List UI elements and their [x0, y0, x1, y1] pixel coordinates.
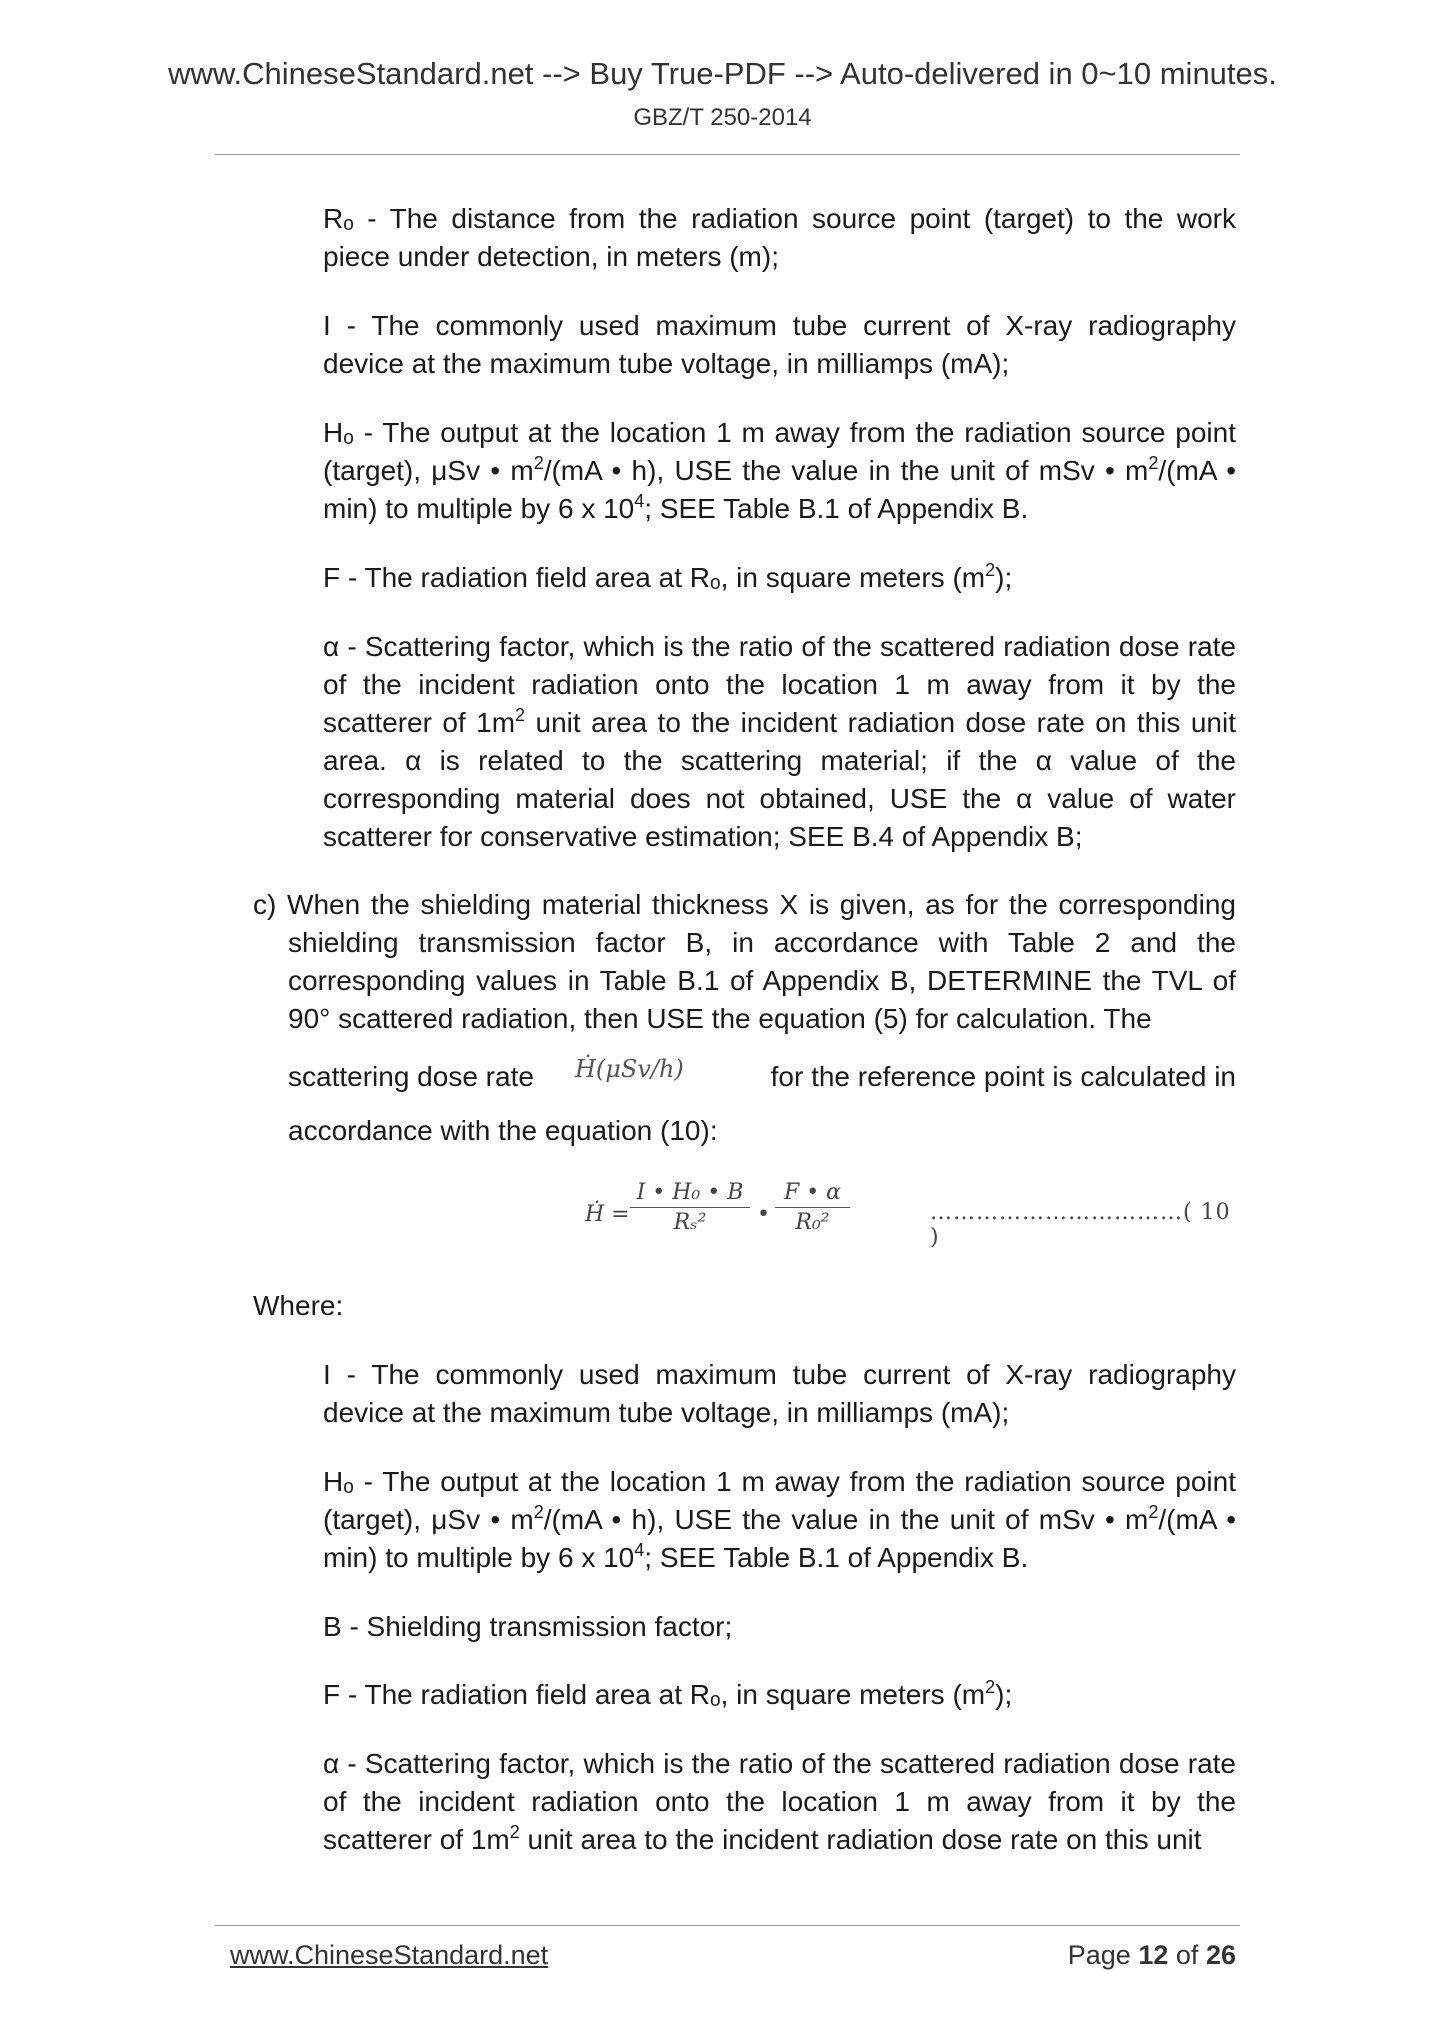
- fraction-2-denominator: R₀²: [795, 1210, 830, 1235]
- equation-10: [585, 1180, 1235, 1248]
- reference-point-text: for the reference point is calculated in: [770, 1061, 1236, 1092]
- fraction-1-denominator: Rₛ²: [673, 1210, 707, 1235]
- equation-lhs: Ḣ =: [585, 1202, 630, 1227]
- header-site-line: www.ChineseStandard.net --> Buy True-PDF --> Auto-delivered in 0~10 minutes.: [168, 56, 1277, 91]
- fraction-1-numerator: I • H₀ • B: [630, 1180, 750, 1208]
- h0-definition-2: Hₒ - The output at the location 1 m away from the radiation source point (target), μSv • $m^2/(mA$ • h), USE the value in the unit of mSv • $m^2/(mA$ • min) to multiple by 6 x $10^4$; SEE Table B.1 of Appendix B.: [323, 1466, 1236, 1573]
- scattering-dose-rate-label: scattering dose rate: [288, 1061, 534, 1092]
- footer-divider: [215, 1925, 1240, 1926]
- item-c: c) When the shielding material thickness X is given, as for the corresponding shielding transmission factor B, in accordance with Table 2 and the corresponding values in Table B.1 of Appendix B, DETERMINE the TVL of 90° scattered radiation, then USE the equation (5) for calculation. The: [253, 889, 1236, 1034]
- where-label: Where:: [253, 1290, 344, 1321]
- h0-definition: Hₒ - The output at the location 1 m away from the radiation source point (target), μSv • $m^2/(mA$ • h), USE the value in the unit of mSv • $m^2/(mA$ • min) to multiple by 6 x $10^4$; SEE Table B.1 of Appendix B.: [323, 417, 1236, 524]
- alpha-definition: α - Scattering factor, which is the ratio of the scattered radiation dose rate of the incident radiation onto the location 1 m away from it by the scatterer of $1m^2$ unit area to the incident radiation dose rate on this unit area. α is related to the scattering material; if the α value of the corresponding material does not obtained, USE the α value of water scatterer for conservative estimation; SEE B.4 of Appendix B;: [323, 631, 1237, 852]
- dose-rate-symbol: Ḣ(μSv/h): [575, 1055, 684, 1083]
- header-divider: [215, 154, 1240, 155]
- current-page: 12: [1138, 1940, 1169, 1970]
- i-definition-2: I - The commonly used maximum tube current of X-ray radiography device at the maximum tube voltage, in milliamps (mA);: [323, 1359, 1236, 1428]
- total-pages: 26: [1205, 1940, 1236, 1970]
- f-definition: F - The radiation field area at Rₒ, in square meters $(m^2)$;: [323, 560, 1013, 593]
- equation-fraction-1: [630, 1180, 750, 1235]
- footer-site-link[interactable]: www.ChineseStandard.net: [230, 1940, 549, 1970]
- equation-fraction-2: [775, 1180, 850, 1235]
- f-definition-2: F - The radiation field area at Rₒ, in square meters $(m^2)$;: [323, 1677, 1013, 1710]
- b-definition: B - Shielding transmission factor;: [323, 1611, 733, 1642]
- equation-multiply-dot: •: [757, 1202, 770, 1227]
- r0-definition: Rₒ - The distance from the radiation source point (target) to the work piece under detection, in meters (m);: [323, 203, 1236, 272]
- equation-reference-text: accordance with the equation (10):: [288, 1115, 718, 1146]
- i-definition: I - The commonly used maximum tube current of X-ray radiography device at the maximum tube voltage, in milliamps (mA);: [323, 310, 1236, 379]
- page-indicator: Page 12 of 26: [1067, 1940, 1236, 1970]
- fraction-2-numerator: F • α: [775, 1180, 850, 1208]
- alpha-definition-2: α - Scattering factor, which is the ratio of the scattered radiation dose rate of the incident radiation onto the location 1 m away from it by the scatterer of $1m^2$ unit area to the incident radiation dose rate on this unit: [323, 1748, 1236, 1855]
- standard-id: GBZ/T 250-2014: [633, 104, 812, 131]
- equation-number: ……………………………( 10 ): [930, 1200, 1231, 1250]
